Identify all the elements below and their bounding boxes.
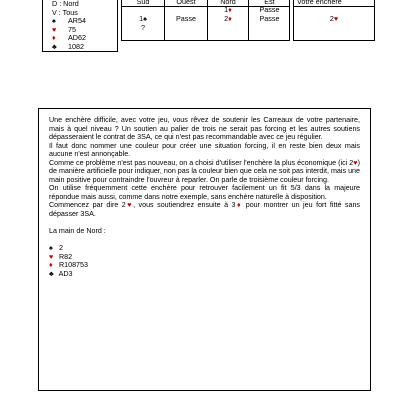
explanation-paragraph-2: Il faut donc nommer une couleur pour créer une situation forcing, il en reste bien deux mais aucune n'est annonçable. (49, 141, 360, 159)
explanation-paragraph-4: On utilise fréquemment cette enchère pour retrouver facilement un fit 5/3 dans la majeure répondue mais aussi, comme dans notre exemple, sans enchère naturelle à disposition. (49, 184, 360, 201)
north-hearts: ♥ R82 (49, 252, 73, 261)
column-est (249, 0, 290, 40)
header-sud: Sud (136, 0, 150, 6)
diamond-icon: ♦ (49, 261, 53, 270)
north-hand (49, 244, 360, 278)
explanation-box (38, 108, 371, 391)
heart-icon: ♥ (52, 24, 57, 34)
answer-header-rule (294, 6, 374, 7)
column-sud (122, 0, 164, 40)
spade-icon: ♠ (49, 244, 53, 253)
vulnerability-label: V : Tous (52, 7, 78, 17)
heart-icon: ♥ (125, 201, 134, 210)
column-nord (208, 0, 248, 40)
club-icon: ♣ (49, 270, 54, 279)
answer-header: Votre enchère (297, 0, 342, 6)
bid-nord-1: 1♦ (224, 5, 232, 15)
answer-bid: 2♥ (329, 14, 339, 23)
bid-nord-2: 2♦ (224, 14, 232, 23)
header-ouest: Ouest (176, 0, 196, 6)
bid-sud-2: 1♠ (139, 14, 147, 23)
bid-est-1: Passe (259, 5, 280, 15)
north-clubs: ♣ AD3 (49, 270, 73, 279)
bidding-table (121, 0, 290, 41)
heart-icon: ♥ (353, 158, 358, 167)
bid-est-2: Passe (259, 14, 280, 23)
north-hand-label: La main de Nord : (49, 227, 106, 236)
bid-ouest-2: Passe (176, 14, 196, 23)
heart-icon: ♥ (333, 14, 339, 23)
spade-icon: ♠ (143, 14, 147, 23)
diamond-icon: ♦ (52, 33, 56, 43)
answer-box (293, 0, 375, 41)
header-nord: Nord (220, 0, 236, 6)
bid-sud-3: ? (141, 22, 145, 32)
club-icon: ♣ (52, 42, 57, 51)
south-hand-box (42, 0, 118, 52)
diamond-cards: AD62 (68, 33, 86, 43)
header-est: Est (264, 0, 275, 6)
explanation-paragraph-1: Une enchère difficile, avec votre jeu, vous rêvez de soutenir les Carreaux de votre partenaire, mais à quel niveau ? Un soutien au palier de trois ne serait pas forcing et les autres soutiens dépasseraient le contrat de 3SA, ce qui n'est pas recommandable avec ce jeu régulier. (49, 116, 360, 142)
north-spades: ♠ 2 (49, 244, 63, 253)
heart-icon: ♥ (49, 252, 54, 261)
heart-cards: 75 (68, 24, 76, 34)
diamond-icon: ♦ (235, 201, 243, 210)
north-diamonds: ♦ R108753 (49, 261, 88, 270)
diamond-icon: ♦ (228, 5, 232, 15)
diamond-icon: ♦ (228, 14, 232, 23)
column-ouest (165, 0, 207, 40)
spade-cards: AR54 (68, 16, 86, 26)
spade-icon: ♠ (52, 16, 56, 26)
club-cards: 1082 (68, 42, 84, 51)
explanation-paragraph-5: Commencez par dire 2♥, vous soutiendrez ensuite à 3♦ pour montrer un jeu fort fitté sans dépasser 3SA. (49, 201, 360, 219)
explanation-paragraph-3: Comme ce problème n'est pas nouveau, on a choisi d'utiliser l'enchère la plus économique (ici 2♥) de manière artificielle pour indiquer, non pas la couleur bien que cela ne soit pas interdit, mais une main positive pour contraindre l'ouvreur à reparler. On parle de troisième couleur forcing. (49, 158, 360, 184)
dealer-label: D : Nord (52, 0, 79, 8)
